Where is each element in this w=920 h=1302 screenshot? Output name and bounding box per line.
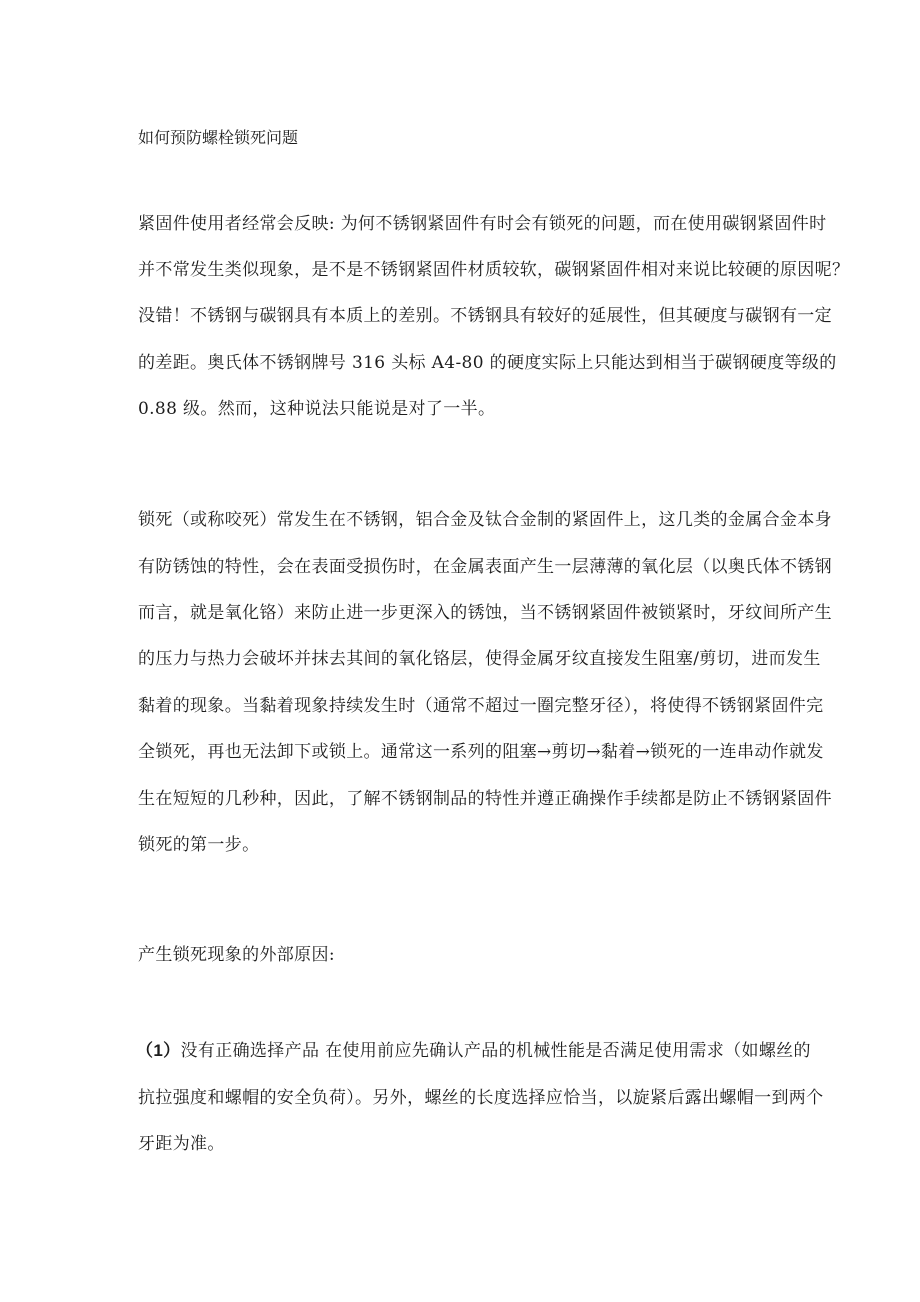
paragraph-line: 没错！不锈钢与碳钢具有本质上的差别。不锈钢具有较好的延展性，但其硬度与碳钢有一定 [138, 306, 832, 326]
paragraph-line: 没有正确选择产品 在使用前应先确认产品的机械性能是否满足使用需求（如螺丝的 [180, 1041, 811, 1061]
paragraph-line: 抗拉强度和螺帽的安全负荷）。另外，螺丝的长度选择应恰当，以旋紧后露出螺帽一到两个 [138, 1088, 824, 1108]
paragraph-line: 紧固件使用者经常会反映: 为何不锈钢紧固件有时会有锁死的问题，而在使用碳钢紧固件时 [138, 214, 827, 234]
section-heading: 产生锁死现象的外部原因: [138, 945, 335, 965]
paragraph-line: 牙距为准。 [138, 1134, 225, 1154]
document-title: 如何预防螺栓锁死问题 [138, 128, 299, 147]
paragraph-line: 并不常发生类似现象，是不是不锈钢紧固件材质较软，碳钢紧固件相对来说比较硬的原因呢？ [138, 260, 850, 280]
paragraph-line: 的差距。奥氏体不锈钢牌号 316 头标 A4-80 的硬度实际上只能达到相当于碳钢硬度等级的 [138, 353, 837, 373]
list-item-first-line [136, 1038, 811, 1064]
paragraph-line: 的压力与热力会破坏并抹去其间的氧化铬层，使得金属牙纹直接发生阻塞/剪切，进而发生 [138, 649, 821, 669]
paragraph-line: 锁死（或称咬死）常发生在不锈钢，铝合金及钛合金制的紧固件上，这几类的金属合金本身 [138, 510, 832, 530]
paragraph-line: 生在短短的几秒种，因此，了解不锈钢制品的特性并遵正确操作手续都是防止不锈钢紧固件 [138, 789, 832, 809]
paragraph-line: 0.88 级。然而，这种说法只能说是对了一半。 [138, 399, 496, 419]
paragraph-line: 黏着的现象。当黏着现象持续发生时（通常不超过一圈完整牙径），将使得不锈钢紧固件完 [138, 696, 824, 716]
paragraph-line: 有防锈蚀的特性，会在表面受损伤时，在金属表面产生一层薄薄的氧化层（以奥氏体不锈钢 [138, 557, 832, 577]
paragraph-line: 而言，就是氧化铬）来防止进一步更深入的锈蚀，当不锈钢紧固件被锁紧时，牙纹间所产生 [138, 603, 832, 623]
list-item-number: （1） [136, 1041, 181, 1060]
paragraph-line: 全锁死，再也无法卸下或锁上。通常这一系列的阻塞→剪切→黏着→锁死的一连串动作就发 [138, 742, 824, 762]
paragraph-line: 锁死的第一步。 [138, 835, 260, 855]
